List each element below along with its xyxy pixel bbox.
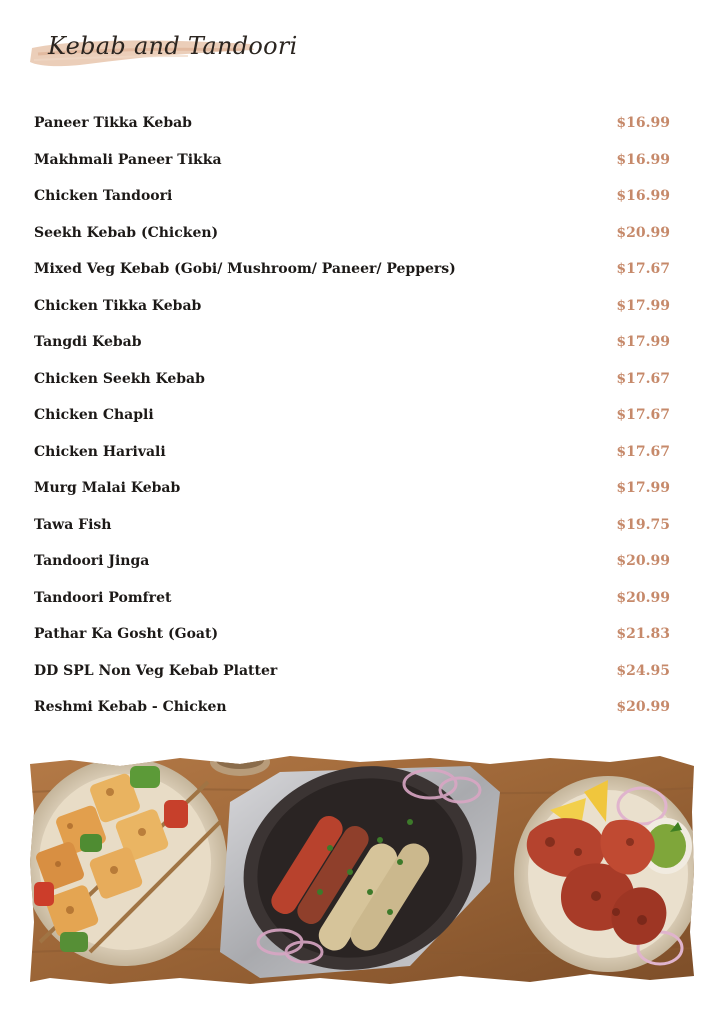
item-price: $17.67: [616, 407, 670, 424]
item-name: Murg Malai Kebab: [34, 480, 181, 497]
item-name: Chicken Seekh Kebab: [34, 370, 205, 387]
menu-item: [34, 653, 670, 690]
menu-item: [34, 434, 670, 471]
menu-item: [34, 361, 670, 398]
menu-item: [34, 507, 670, 544]
menu-item: [34, 142, 670, 179]
item-price: $24.95: [616, 662, 670, 679]
menu-item: [34, 689, 670, 726]
item-name: Seekh Kebab (Chicken): [34, 224, 219, 241]
item-name: Makhmali Paneer Tikka: [34, 151, 222, 168]
item-name: Tangdi Kebab: [34, 334, 142, 351]
menu-item: [34, 580, 670, 617]
menu-list: [34, 105, 670, 726]
menu-item: [34, 397, 670, 434]
item-price: $17.67: [616, 370, 670, 387]
item-price: $16.99: [616, 115, 670, 132]
item-name: Tandoori Jinga: [34, 553, 150, 570]
item-price: $20.99: [616, 553, 670, 570]
item-name: Chicken Tikka Kebab: [34, 297, 202, 314]
menu-item: [34, 324, 670, 361]
item-price: $16.99: [616, 151, 670, 168]
item-price: $20.99: [616, 589, 670, 606]
item-price: $16.99: [616, 188, 670, 205]
item-name: Mixed Veg Kebab (Gobi/ Mushroom/ Paneer/ Peppers): [34, 261, 456, 278]
item-price: $19.75: [616, 516, 670, 533]
food-photo: [30, 752, 694, 990]
item-name: Paneer Tikka Kebab: [34, 115, 192, 132]
item-price: $21.83: [616, 626, 670, 643]
menu-item: [34, 616, 670, 653]
item-price: $20.99: [616, 699, 670, 716]
menu-item: [34, 178, 670, 215]
menu-item: [34, 215, 670, 252]
food-photo-illustration: [30, 752, 694, 990]
item-name: Pathar Ka Gosht (Goat): [34, 626, 219, 643]
menu-item: [34, 251, 670, 288]
menu-item: [34, 543, 670, 580]
item-name: Tandoori Pomfret: [34, 589, 172, 606]
menu-item: [34, 105, 670, 142]
item-name: Chicken Harivali: [34, 443, 166, 460]
section-header: [28, 28, 298, 76]
item-price: $17.99: [616, 297, 670, 314]
section-title: Kebab and Tandoori: [48, 32, 298, 60]
item-name: Reshmi Kebab - Chicken: [34, 699, 227, 716]
item-price: $20.99: [616, 224, 670, 241]
item-price: $17.99: [616, 480, 670, 497]
menu-item: [34, 470, 670, 507]
item-name: Chicken Chapli: [34, 407, 154, 424]
item-price: $17.67: [616, 443, 670, 460]
item-name: Tawa Fish: [34, 516, 112, 533]
item-name: Chicken Tandoori: [34, 188, 173, 205]
item-name: DD SPL Non Veg Kebab Platter: [34, 662, 278, 679]
item-price: $17.99: [616, 334, 670, 351]
menu-item: [34, 288, 670, 325]
item-price: $17.67: [616, 261, 670, 278]
